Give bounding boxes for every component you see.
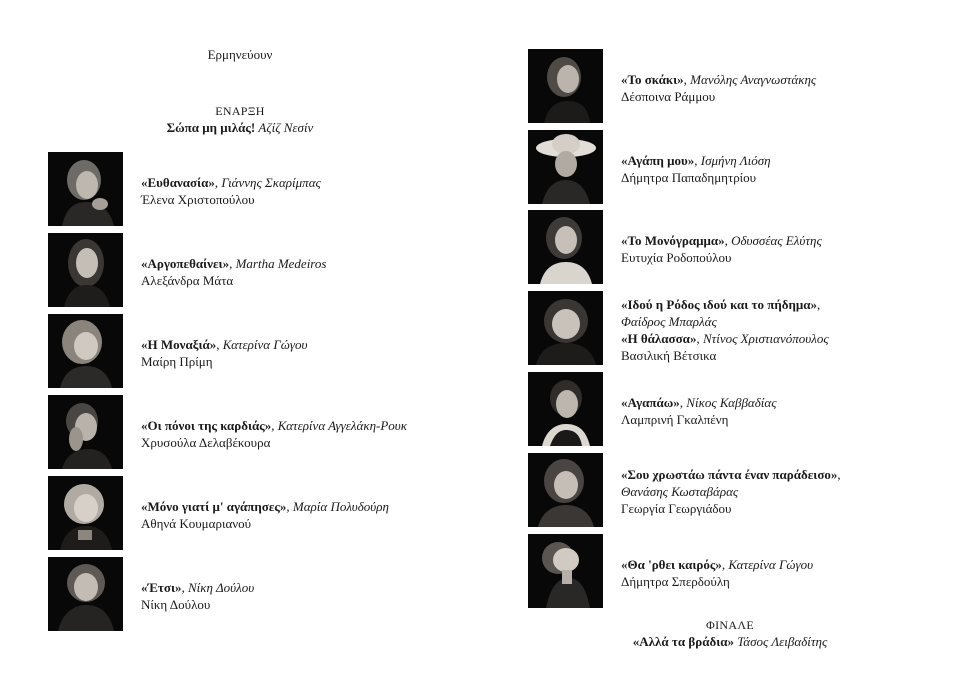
performer-name: Δήμητρα Παπαδημητρίου — [621, 170, 757, 185]
opening-piece — [110, 119, 370, 137]
performer-name: Δήμητρα Σπερδούλη — [621, 574, 730, 589]
poem-title: «Ευθανασία» — [141, 175, 215, 190]
entry-line-1: «Η Μοναξιά», Κατερίνα Γώγου — [141, 337, 308, 352]
poem-author: Martha Medeiros — [235, 256, 327, 271]
entry-line-1: «Το σκάκι», Μανόλης Αναγνωστάκης — [621, 72, 817, 87]
poem-title: «Θα 'ρθει καιρός» — [621, 557, 722, 572]
opening-author: Αζίζ Νεσίν — [258, 120, 314, 135]
performer-name: Λαμπρινή Γκαλπένη — [621, 412, 729, 427]
poem-title: «Οι πόνοι της καρδιάς» — [141, 418, 272, 433]
poem-title: «Το Μονόγραμμα» — [621, 233, 725, 248]
poem-title: «Η Μοναξιά» — [141, 337, 217, 352]
performer-photo — [528, 534, 603, 608]
poem-title: «Αγαπάω» — [621, 395, 680, 410]
poem-title-2: «Η θάλασσα» — [621, 331, 697, 346]
performer-photo — [528, 453, 603, 527]
poem-author: Νίκος Καββαδίας — [686, 395, 777, 410]
finale-piece — [580, 633, 880, 651]
finale-author: Τάσος Λειβαδίτης — [737, 634, 828, 649]
entry-line-3: «Η θάλασσα», Ντίνος Χριστιανόπουλος — [621, 331, 829, 346]
poem-title: «Ιδού η Ρόδος ιδού και το πήδημα» — [621, 297, 818, 312]
poem-author: Μαρία Πολυδούρη — [292, 499, 389, 514]
entry-line-1: «Σου χρωστάω πάντα έναν παράδεισο», — [621, 467, 841, 482]
poem-title: «Το σκάκι» — [621, 72, 684, 87]
right-page — [480, 0, 960, 678]
poem-title: «Μόνο γιατί μ' αγάπησες» — [141, 499, 287, 514]
poem-author: Νίκη Δούλου — [187, 580, 255, 595]
performer-name: Βασιλική Βέτσικα — [621, 348, 717, 363]
performer-photo — [48, 395, 123, 469]
performer-photo — [528, 291, 603, 365]
performer-name: Νίκη Δούλου — [141, 597, 211, 612]
performer-photo — [48, 557, 123, 631]
performer-photo — [528, 372, 603, 446]
poem-author: Φαίδρος Μπαρλάς — [621, 314, 717, 329]
poem-author: Κατερίνα Γώγου — [728, 557, 814, 572]
finale-label: ΦΙΝΑΛΕ — [706, 618, 754, 632]
performer-photo — [48, 233, 123, 307]
entry-line-1: «Ιδού η Ρόδος ιδού και το πήδημα», — [621, 297, 821, 312]
poem-author: Ισμήνη Λιόση — [700, 153, 771, 168]
performer-name: Αθηνά Κουμαριανού — [141, 516, 252, 531]
performer-name: Αλεξάνδρα Μάτα — [141, 273, 234, 288]
performer-name: Γεωργία Γεωργιάδου — [621, 501, 732, 516]
performer-photo — [528, 210, 603, 284]
poem-title: «Σου χρωστάω πάντα έναν παράδεισο» — [621, 467, 838, 482]
performer-name: Μαίρη Πρίμη — [141, 354, 213, 369]
performer-photo — [48, 152, 123, 226]
performer-name: Χρυσούλα Δελαβέκουρα — [141, 435, 271, 450]
entry-line-1: «Έτσι», Νίκη Δούλου — [141, 580, 255, 595]
poem-author: Γιάννης Σκαρίμπας — [221, 175, 321, 190]
performers-heading: Ερμηνεύουν — [207, 47, 273, 62]
entry-line-1: «Το Μονόγραμμα», Οδυσσέας Ελύτης — [621, 233, 822, 248]
poem-author: Κατερίνα Γώγου — [222, 337, 308, 352]
entry-line-1: «Θα 'ρθει καιρός», Κατερίνα Γώγου — [621, 557, 814, 572]
poem-author-2: Ντίνος Χριστιανόπουλος — [702, 331, 829, 346]
opening-label: ΕΝΑΡΞΗ — [215, 104, 265, 118]
entry-line-1: «Μόνο γιατί μ' αγάπησες», Μαρία Πολυδούρη — [141, 499, 389, 514]
poem-author: Κατερίνα Αγγελάκη-Ρουκ — [277, 418, 407, 433]
performer-name: Ευτυχία Ροδοπούλου — [621, 250, 732, 265]
poem-title: «Αργοπεθαίνει» — [141, 256, 230, 271]
poem-author: Θανάσης Κωσταβάρας — [621, 484, 739, 499]
performer-name: Δέσποινα Ράμμου — [621, 89, 716, 104]
entry-line-1: «Αγαπάω», Νίκος Καββαδίας — [621, 395, 777, 410]
poem-author: Οδυσσέας Ελύτης — [731, 233, 822, 248]
performer-photo — [48, 314, 123, 388]
poem-title: «Έτσι» — [141, 580, 182, 595]
performer-name: Έλενα Χριστοπούλου — [141, 192, 255, 207]
poem-title: «Αγάπη μου» — [621, 153, 695, 168]
entry-line-1: «Αγάπη μου», Ισμήνη Λιόση — [621, 153, 771, 168]
poem-author: Μανόλης Αναγνωστάκης — [690, 72, 817, 87]
entry-line-1: «Οι πόνοι της καρδιάς», Κατερίνα Αγγελάκη-Ρουκ — [141, 418, 407, 433]
entry-line-1: «Αργοπεθαίνει», Martha Medeiros — [141, 256, 327, 271]
performer-photo — [528, 49, 603, 123]
performer-photo — [48, 476, 123, 550]
finale-title: «Αλλά τα βράδια» — [632, 634, 734, 649]
opening-title: Σώπα μη μιλάς! — [166, 120, 256, 135]
entry-line-1: «Ευθανασία», Γιάννης Σκαρίμπας — [141, 175, 321, 190]
performer-photo — [528, 130, 603, 204]
